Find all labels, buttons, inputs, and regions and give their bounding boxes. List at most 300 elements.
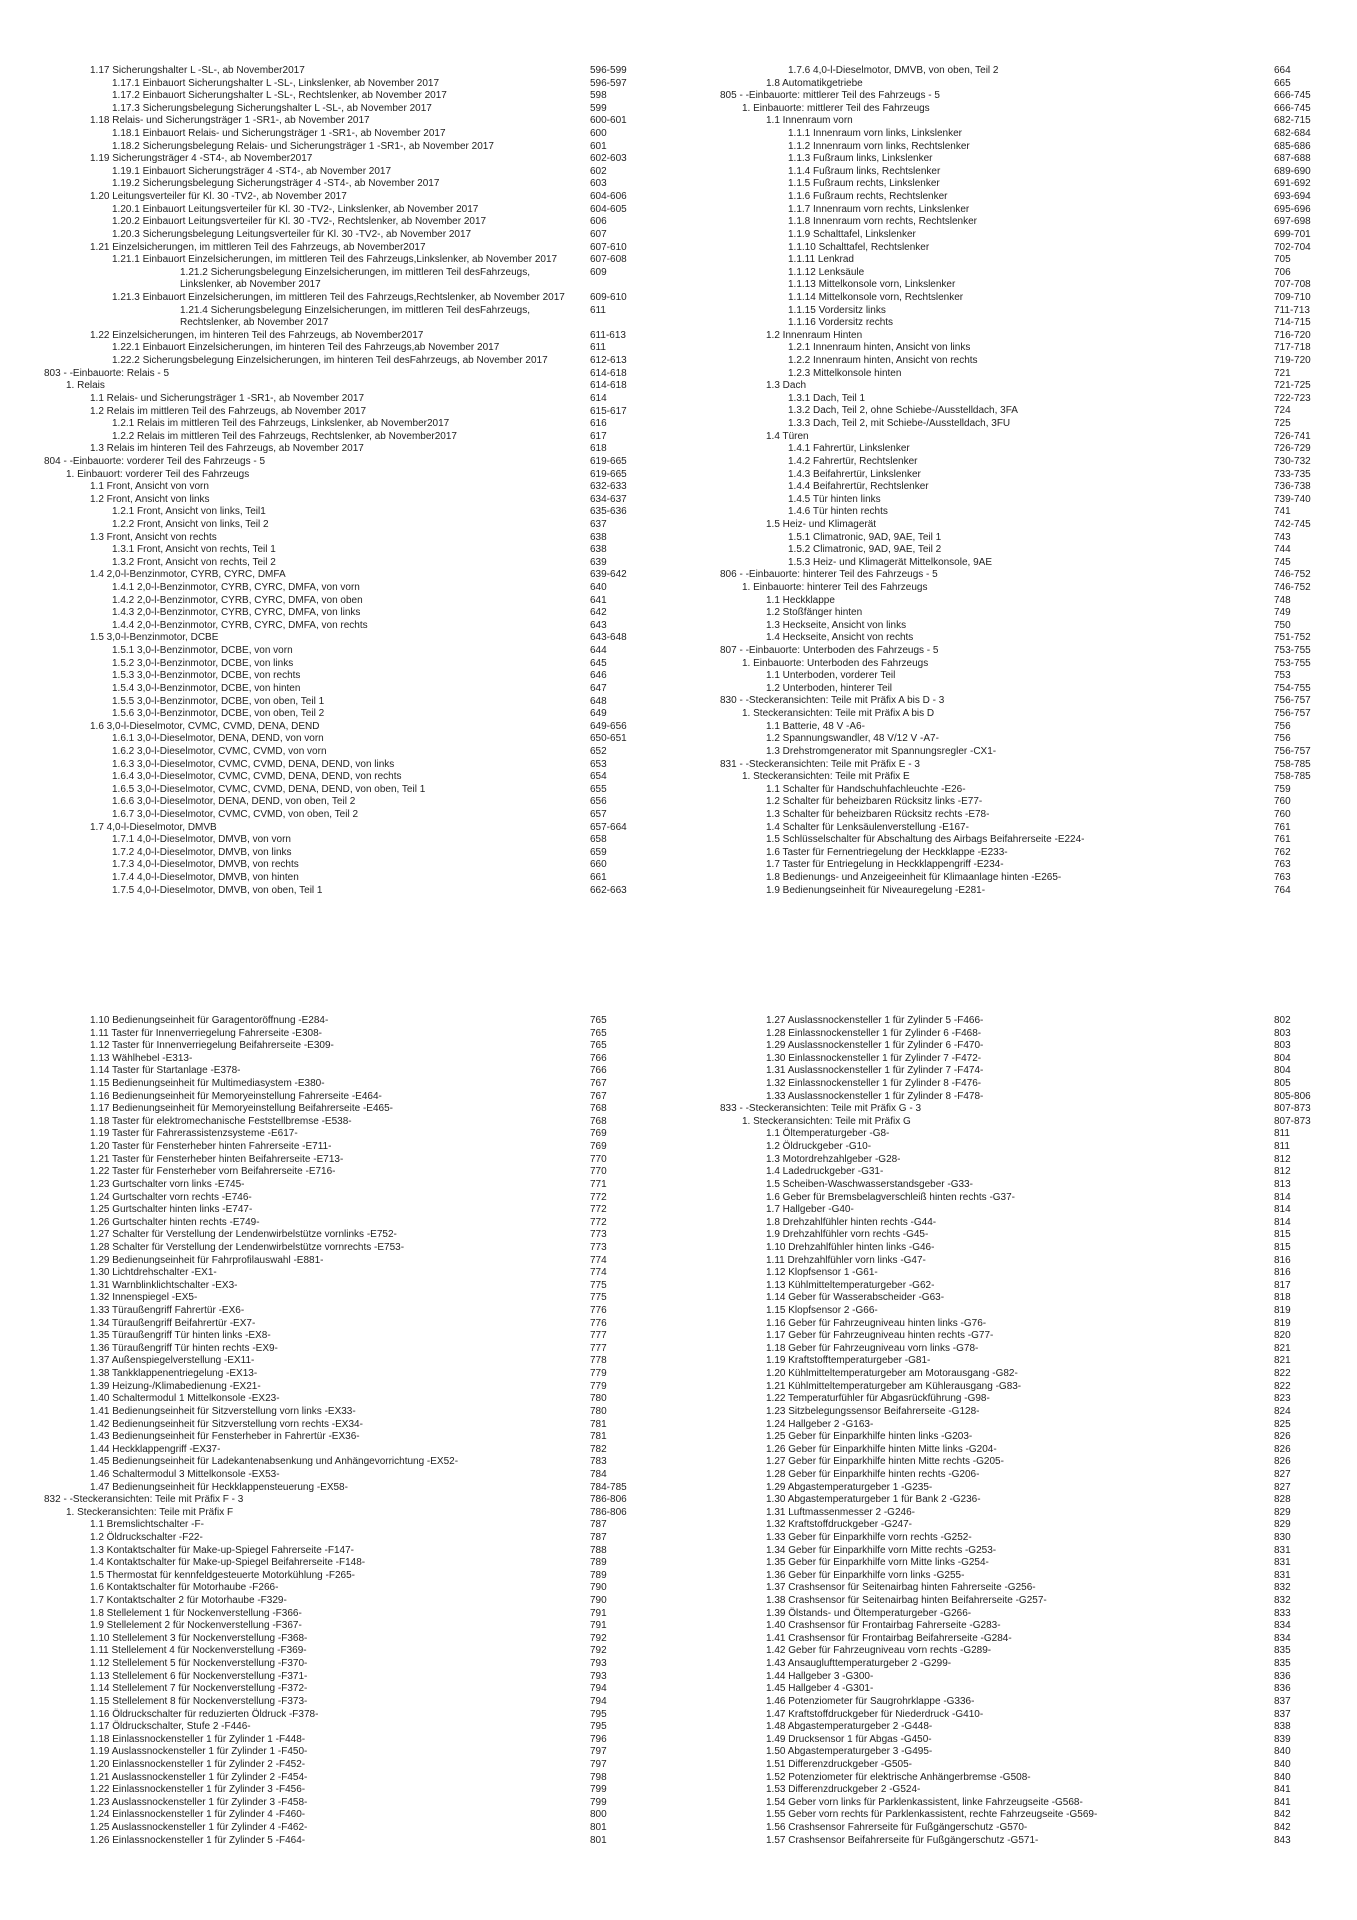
toc-entry[interactable] [44,1532,644,1545]
toc-entry[interactable] [44,368,644,381]
toc-entry[interactable] [44,267,644,292]
toc-entry-label: 1.9 Stellelement 2 für Nockenverstellung -F367- [90,1620,302,1632]
toc-entry[interactable] [44,1053,644,1066]
toc-entry[interactable] [44,1419,644,1432]
toc-entry[interactable] [44,796,644,809]
toc-entry[interactable] [720,355,1320,368]
toc-entry[interactable] [44,1494,644,1507]
toc-entry[interactable] [720,1759,1320,1772]
toc-entry[interactable] [44,178,644,191]
toc-entry[interactable] [44,721,644,734]
toc-entry[interactable] [720,1419,1320,1432]
toc-entry-page-range: 748 [1274,594,1291,606]
toc-entry-label: 1.31 Luftmassenmesser 2 -G246- [766,1506,915,1518]
toc-entry-label: 1.5.3 3,0-l-Benzinmotor, DCBE, von rechts [112,670,301,682]
toc-entry[interactable] [720,809,1320,822]
toc-entry[interactable] [720,1381,1320,1394]
toc-entry[interactable] [720,380,1320,393]
toc-entry[interactable] [720,1330,1320,1343]
toc-entry[interactable] [720,305,1320,318]
toc-entry[interactable] [720,1053,1320,1066]
toc-entry[interactable] [44,443,644,456]
toc-entry[interactable] [720,1280,1320,1293]
toc-entry-label: 1.42 Geber für Fahrzeugniveau vorn rechts -G289- [766,1645,992,1657]
toc-entry-label: 1. Steckeransichten: Teile mit Präfix G [742,1115,911,1127]
toc-entry[interactable] [720,393,1320,406]
toc-entry[interactable] [720,1746,1320,1759]
toc-entry[interactable] [44,1545,644,1558]
toc-entry[interactable] [720,746,1320,759]
toc-entry[interactable] [44,645,644,658]
toc-entry[interactable] [720,784,1320,797]
toc-entry[interactable] [720,721,1320,734]
toc-entry[interactable] [720,1620,1320,1633]
toc-entry[interactable] [720,1154,1320,1167]
toc-entry[interactable] [44,65,644,78]
toc-entry[interactable] [720,1797,1320,1810]
toc-entry[interactable] [44,771,644,784]
toc-entry[interactable] [720,759,1320,772]
toc-entry[interactable] [44,90,644,103]
toc-entry-label: 1.26 Einlassnockensteller 1 für Zylinder 5 -F464- [90,1834,306,1846]
toc-entry[interactable] [720,532,1320,545]
toc-entry[interactable] [44,380,644,393]
toc-entry[interactable] [720,1393,1320,1406]
toc-entry[interactable] [44,1696,644,1709]
toc-entry[interactable] [44,532,644,545]
toc-entry[interactable] [44,1330,644,1343]
toc-entry[interactable] [44,229,644,242]
toc-entry[interactable] [720,1343,1320,1356]
toc-entry[interactable] [720,1633,1320,1646]
toc-entry[interactable] [720,191,1320,204]
toc-entry[interactable] [720,1229,1320,1242]
toc-entry-page-range: 746-752 [1274,569,1311,581]
toc-entry[interactable] [720,141,1320,154]
toc-entry[interactable] [720,1015,1320,1028]
toc-entry[interactable] [44,1734,644,1747]
toc-entry[interactable] [720,771,1320,784]
toc-entry[interactable] [44,204,644,217]
toc-entry-label: 807 - -Einbauorte: Unterboden des Fahrzeugs - 5 [720,645,939,657]
toc-entry[interactable] [720,506,1320,519]
toc-entry[interactable] [720,1709,1320,1722]
toc-entry[interactable] [44,506,644,519]
toc-entry[interactable] [720,317,1320,330]
toc-entry[interactable] [44,1507,644,1520]
toc-entry[interactable] [44,393,644,406]
toc-entry[interactable] [720,1809,1320,1822]
toc-entry[interactable] [720,822,1320,835]
toc-entry[interactable] [720,1721,1320,1734]
toc-entry[interactable] [720,683,1320,696]
toc-entry[interactable] [720,128,1320,141]
toc-entry-label: 1.21.4 Sicherungsbelegung Einzelsicherungen, im mittleren Teil desFahrzeugs, Rechtslenker, ab November 2017 [180,304,531,329]
toc-entry[interactable] [44,885,644,898]
toc-entry[interactable] [44,696,644,709]
toc-entry[interactable] [44,1721,644,1734]
toc-entry-page-range: 768 [590,1115,607,1127]
toc-entry-label: 1.1 Bremslichtschalter -F- [90,1519,204,1531]
toc-entry[interactable] [44,141,644,154]
toc-entry-label: 1.4.2 2,0-l-Benzinmotor, CYRB, CYRC, DMFA, von oben [112,594,363,606]
toc-entry[interactable] [44,1784,644,1797]
toc-entry[interactable] [720,1784,1320,1797]
toc-entry[interactable] [44,1078,644,1091]
toc-entry[interactable] [720,481,1320,494]
toc-entry[interactable] [44,216,644,229]
toc-entry[interactable] [720,1519,1320,1532]
toc-entry[interactable] [720,254,1320,267]
toc-entry[interactable] [44,330,644,343]
toc-entry[interactable] [720,1469,1320,1482]
toc-entry[interactable] [720,1835,1320,1848]
toc-entry[interactable] [720,1255,1320,1268]
toc-entry[interactable] [44,784,644,797]
toc-entry[interactable] [44,1305,644,1318]
toc-entry[interactable] [44,1381,644,1394]
toc-entry[interactable] [720,342,1320,355]
toc-entry[interactable] [44,1709,644,1722]
toc-entry[interactable] [720,1683,1320,1696]
toc-entry[interactable] [44,292,644,305]
toc-entry[interactable] [720,431,1320,444]
toc-entry[interactable] [44,418,644,431]
toc-entry[interactable] [44,1406,644,1419]
toc-entry[interactable] [44,1255,644,1268]
toc-entry-page-range: 611 [590,342,606,354]
toc-entry[interactable] [44,1318,644,1331]
toc-entry[interactable] [44,1519,644,1532]
toc-entry[interactable] [720,1444,1320,1457]
toc-entry-page-range: 788 [590,1544,607,1556]
toc-entry[interactable] [44,872,644,885]
toc-entry[interactable] [720,166,1320,179]
toc-entry[interactable] [44,494,644,507]
toc-entry[interactable] [44,1683,644,1696]
toc-entry[interactable] [44,1128,644,1141]
toc-entry-label: 1.2 Öldruckgeber -G10- [766,1141,872,1153]
toc-entry[interactable] [44,569,644,582]
toc-entry[interactable] [720,1595,1320,1608]
toc-entry[interactable] [44,1267,644,1280]
toc-entry-page-range: 773 [590,1241,607,1253]
toc-entry[interactable] [720,582,1320,595]
toc-entry[interactable] [44,1141,644,1154]
toc-entry[interactable] [44,1469,644,1482]
toc-entry[interactable] [720,708,1320,721]
toc-entry-label: 803 - -Einbauorte: Relais - 5 [44,367,170,379]
toc-entry[interactable] [44,1570,644,1583]
toc-entry[interactable] [44,1192,644,1205]
toc-entry[interactable] [44,1179,644,1192]
toc-entry[interactable] [720,368,1320,381]
toc-entry[interactable] [44,469,644,482]
toc-entry[interactable] [44,191,644,204]
toc-entry[interactable] [720,1582,1320,1595]
toc-entry[interactable] [44,595,644,608]
toc-entry[interactable] [720,1292,1320,1305]
toc-entry-label: 1.43 Ansauglufttemperaturgeber 2 -G299- [766,1658,952,1670]
toc-entry-page-range: 767 [590,1090,607,1102]
toc-entry[interactable] [720,443,1320,456]
toc-entry[interactable] [720,519,1320,532]
toc-entry[interactable] [720,695,1320,708]
toc-entry[interactable] [44,822,644,835]
toc-entry[interactable] [720,178,1320,191]
toc-entry[interactable] [720,607,1320,620]
toc-entry[interactable] [44,103,644,116]
toc-entry[interactable] [720,1532,1320,1545]
toc-entry[interactable] [44,1582,644,1595]
toc-entry-page-range: 819 [1274,1317,1291,1329]
toc-entry[interactable] [720,65,1320,78]
toc-entry[interactable] [44,1746,644,1759]
toc-entry[interactable] [44,847,644,860]
toc-entry[interactable] [720,103,1320,116]
toc-entry[interactable] [44,1242,644,1255]
toc-entry[interactable] [720,1116,1320,1129]
toc-entry[interactable] [44,607,644,620]
toc-entry[interactable] [720,1166,1320,1179]
toc-entry[interactable] [720,90,1320,103]
toc-entry[interactable] [720,1494,1320,1507]
toc-entry[interactable] [44,1355,644,1368]
toc-entry[interactable] [720,1645,1320,1658]
toc-entry[interactable] [44,153,644,166]
toc-entry[interactable] [720,405,1320,418]
toc-entry[interactable] [720,1217,1320,1230]
toc-entry[interactable] [44,128,644,141]
toc-entry[interactable] [44,1620,644,1633]
toc-entry[interactable] [720,1192,1320,1205]
toc-entry-page-range: 815 [1274,1241,1291,1253]
toc-entry[interactable] [720,1242,1320,1255]
toc-entry[interactable] [720,1482,1320,1495]
toc-entry[interactable] [720,1734,1320,1747]
toc-entry[interactable] [44,746,644,759]
toc-entry[interactable] [44,1368,644,1381]
toc-entry[interactable] [720,1204,1320,1217]
toc-entry[interactable] [720,115,1320,128]
toc-entry[interactable] [720,469,1320,482]
toc-entry[interactable] [720,1456,1320,1469]
toc-entry[interactable] [44,1444,644,1457]
toc-entry[interactable] [44,658,644,671]
toc-entry[interactable] [44,859,644,872]
toc-entry[interactable] [44,1015,644,1028]
toc-entry[interactable] [720,1696,1320,1709]
toc-entry[interactable] [44,1217,644,1230]
toc-entry[interactable] [44,1482,644,1495]
toc-entry-label: 1.23 Gurtschalter vorn links -E745- [90,1178,245,1190]
toc-entry[interactable] [44,620,644,633]
toc-entry[interactable] [44,632,644,645]
toc-entry-label: 1.18 Taster für elektromechanische Feststellbremse -E538- [90,1115,352,1127]
toc-entry[interactable] [720,229,1320,242]
toc-entry-page-range: 840 [1274,1771,1291,1783]
toc-entry[interactable] [44,1557,644,1570]
toc-entry[interactable] [720,796,1320,809]
toc-entry[interactable] [44,670,644,683]
toc-entry[interactable] [44,481,644,494]
toc-entry[interactable] [720,494,1320,507]
toc-entry[interactable] [720,1078,1320,1091]
toc-entry[interactable] [720,1267,1320,1280]
toc-entry[interactable] [44,1658,644,1671]
toc-entry[interactable] [44,1292,644,1305]
toc-entry[interactable] [44,683,644,696]
toc-entry-label: 1.18 Relais- und Sicherungsträger 1 -SR1-, ab November 2017 [90,115,370,127]
toc-entry[interactable] [44,1154,644,1167]
toc-entry-label: 1.30 Lichtdrehschalter -EX1- [90,1267,217,1279]
toc-entry[interactable] [720,204,1320,217]
toc-entry-label: 1.17.3 Sicherungsbelegung Sicherungshalter L -SL-, ab November 2017 [112,102,432,114]
toc-entry[interactable] [720,456,1320,469]
toc-entry-page-range: 818 [1274,1292,1291,1304]
toc-entry[interactable] [44,254,644,267]
toc-entry-label: 1.21 Einzelsicherungen, im mittleren Teil des Fahrzeugs, ab November2017 [90,241,426,253]
toc-entry[interactable] [720,1179,1320,1192]
toc-entry[interactable] [44,519,644,532]
toc-entry[interactable] [44,759,644,772]
toc-entry[interactable] [720,1305,1320,1318]
toc-entry[interactable] [44,305,644,330]
toc-entry[interactable] [720,242,1320,255]
toc-entry[interactable] [720,1658,1320,1671]
toc-entry[interactable] [720,1406,1320,1419]
toc-entry-label: 1.5.6 3,0-l-Benzinmotor, DCBE, von oben, Teil 2 [112,708,325,720]
toc-entry[interactable] [44,809,644,822]
toc-entry[interactable] [44,1431,644,1444]
toc-entry-page-range: 758-785 [1274,771,1311,783]
toc-entry[interactable] [720,859,1320,872]
toc-entry[interactable] [720,569,1320,582]
toc-entry[interactable] [720,620,1320,633]
toc-entry[interactable] [720,670,1320,683]
toc-entry[interactable] [44,1645,644,1658]
toc-entry[interactable] [44,1809,644,1822]
toc-entry[interactable] [44,456,644,469]
toc-entry[interactable] [720,78,1320,91]
toc-entry[interactable] [720,1570,1320,1583]
toc-entry[interactable] [720,1128,1320,1141]
toc-entry[interactable] [720,1608,1320,1621]
toc-entry-label: 1.5.4 3,0-l-Benzinmotor, DCBE, von hinten [112,682,301,694]
toc-entry[interactable] [44,582,644,595]
toc-entry[interactable] [44,166,644,179]
toc-entry[interactable] [720,267,1320,280]
toc-entry[interactable] [720,1507,1320,1520]
toc-entry[interactable] [44,1204,644,1217]
toc-entry[interactable] [720,279,1320,292]
toc-entry[interactable] [720,544,1320,557]
toc-entry[interactable] [44,431,644,444]
toc-entry[interactable] [720,330,1320,343]
toc-entry[interactable] [720,632,1320,645]
toc-entry[interactable] [720,872,1320,885]
toc-entry[interactable] [44,1608,644,1621]
toc-entry[interactable] [720,847,1320,860]
toc-entry[interactable] [44,1797,644,1810]
toc-entry[interactable] [44,115,644,128]
toc-entry[interactable] [720,595,1320,608]
toc-entry[interactable] [44,1671,644,1684]
toc-entry[interactable] [720,834,1320,847]
toc-entry[interactable] [44,1759,644,1772]
toc-entry[interactable] [720,292,1320,305]
toc-entry[interactable] [720,1355,1320,1368]
toc-entry[interactable] [44,1065,644,1078]
toc-entry[interactable] [720,1065,1320,1078]
toc-entry[interactable] [720,1772,1320,1785]
toc-entry[interactable] [44,1835,644,1848]
toc-entry[interactable] [720,1368,1320,1381]
toc-entry[interactable] [44,1103,644,1116]
toc-entry[interactable] [720,733,1320,746]
toc-entry-label: 1.2 Relais im mittleren Teil des Fahrzeugs, ab November 2017 [90,405,367,417]
toc-entry[interactable] [720,557,1320,570]
toc-entry[interactable] [44,406,644,419]
toc-entry[interactable] [720,1318,1320,1331]
toc-entry[interactable] [720,885,1320,898]
toc-entry-page-range: 689-690 [1274,165,1311,177]
toc-entry[interactable] [44,1633,644,1646]
toc-entry[interactable] [44,1772,644,1785]
toc-entry-page-range: 826 [1274,1431,1291,1443]
toc-entry[interactable] [44,557,644,570]
toc-entry[interactable] [720,658,1320,671]
toc-entry[interactable] [44,1229,644,1242]
toc-entry[interactable] [44,1343,644,1356]
toc-entry[interactable] [44,1166,644,1179]
toc-entry[interactable] [720,1545,1320,1558]
toc-entry[interactable] [44,1028,644,1041]
toc-entry[interactable] [44,544,644,557]
toc-entry-page-range: 751-752 [1274,632,1311,644]
toc-entry[interactable] [44,342,644,355]
toc-entry[interactable] [44,1091,644,1104]
toc-entry[interactable] [720,1431,1320,1444]
toc-entry[interactable] [720,1671,1320,1684]
toc-entry-page-range: 797 [590,1746,607,1758]
toc-entry[interactable] [720,1103,1320,1116]
toc-entry[interactable] [44,1116,644,1129]
toc-entry[interactable] [44,78,644,91]
toc-entry[interactable] [44,1280,644,1293]
toc-entry[interactable] [720,1028,1320,1041]
toc-entry[interactable] [720,418,1320,431]
toc-entry[interactable] [44,355,644,368]
toc-entry[interactable] [720,1822,1320,1835]
toc-entry[interactable] [44,1595,644,1608]
toc-entry[interactable] [44,1393,644,1406]
toc-entry[interactable] [44,1456,644,1469]
toc-entry[interactable] [720,1091,1320,1104]
toc-entry[interactable] [720,1040,1320,1053]
toc-entry[interactable] [720,153,1320,166]
toc-entry[interactable] [44,733,644,746]
toc-entry[interactable] [44,1040,644,1053]
toc-entry[interactable] [720,216,1320,229]
toc-entry[interactable] [44,708,644,721]
toc-entry[interactable] [720,1141,1320,1154]
toc-entry[interactable] [44,242,644,255]
toc-entry[interactable] [720,1557,1320,1570]
toc-entry[interactable] [44,834,644,847]
toc-entry[interactable] [720,645,1320,658]
toc-entry[interactable] [44,1822,644,1835]
